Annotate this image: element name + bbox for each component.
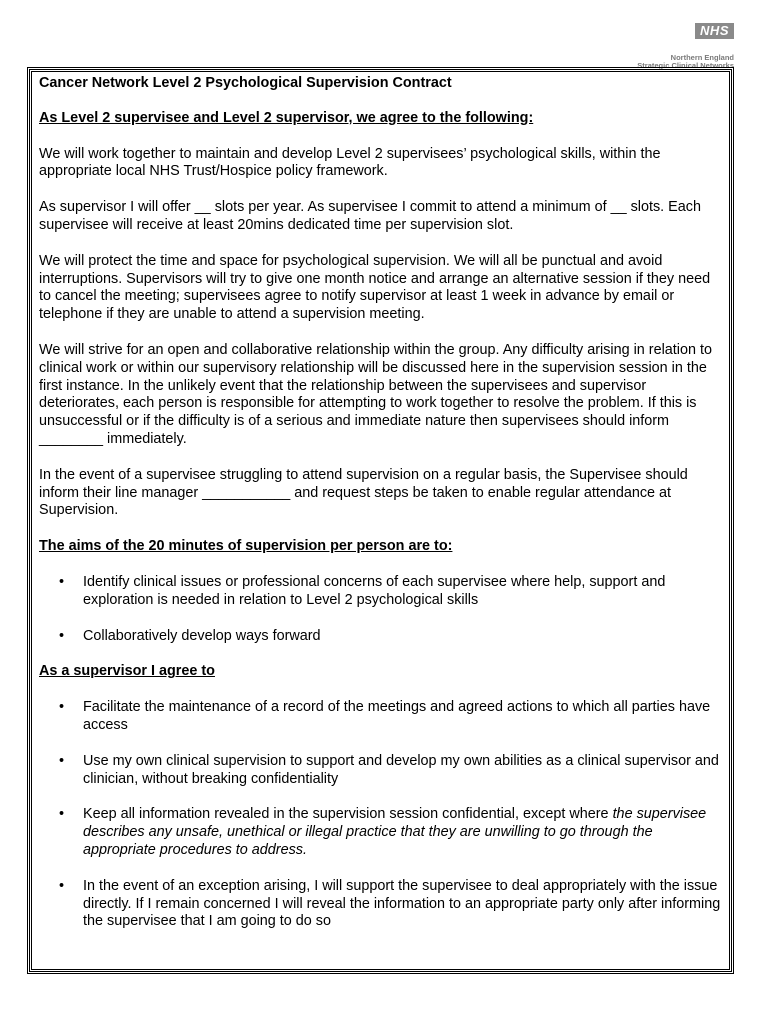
list-item (39, 699, 723, 735)
supervisor-list (39, 699, 723, 931)
confidential-text: Keep all information revealed in the supervision session confidential, except where (83, 806, 613, 823)
list-item-text: Identify clinical issues or professional concerns of each supervisee where help, support and exploration is needed in relation to Level 2 psychological skills (83, 573, 666, 608)
bullet-icon: • (59, 877, 65, 894)
list-item (39, 806, 723, 859)
nhs-logo-block (604, 22, 734, 70)
supervisor-heading: As a supervisor I agree to (39, 663, 215, 680)
org-name-line2: Strategic Clinical Networks (637, 61, 734, 70)
list-item (39, 628, 723, 646)
list-item-text: In the event of an exception arising, I will support the supervisee to deal appropriately with the issue directly. If I remain concerned I will reveal the information to an appropriate party only after informing the supervisee that I am going to do so (83, 877, 721, 930)
paragraph-slots: As supervisor I will offer __ slots per year. As supervisee I commit to attend a minimum of __ slots. Each supervisee will receive at least 20mins dedicated time per supervision slot. (39, 199, 701, 233)
bullet-icon: • (59, 752, 65, 769)
list-item (39, 878, 723, 931)
aims-heading: The aims of the 20 minutes of supervision per person are to: (39, 538, 453, 555)
list-item-text: Collaboratively develop ways forward (83, 627, 321, 644)
confidential-exception-text: the supervisee describes any unsafe, unethical or illegal practice that they are unwilling to go through the appropriate procedures to address. (83, 806, 707, 858)
list-item (39, 753, 723, 789)
paragraph-attendance: In the event of a supervisee struggling to attend supervision on a regular basis, the Supervisee should inform their line manager ___________ and request steps be taken to enable regular attendance at Supervision. (39, 466, 688, 519)
paragraph-framework: We will work together to maintain and develop Level 2 supervisees’ psychological skills, within the appropriate local NHS Trust/Hospice policy framework. (39, 145, 661, 180)
agreement-heading: As Level 2 supervisee and Level 2 supervisor, we agree to the following: (39, 109, 534, 126)
bullet-icon: • (59, 573, 65, 590)
nhs-logo: NHS (695, 23, 734, 39)
paragraph-protect-time: We will protect the time and space for psychological supervision. We will all be punctual and avoid interruptions. Supervisors will try to give one month notice and arrange an alternative session if they need to cancel the meeting; supervisees agree to notify supervisor at least 1 week in advance by email or telephone if they are unable to attend a supervision meeting. (39, 252, 711, 323)
contract-content (39, 75, 723, 931)
bullet-icon: • (59, 806, 65, 823)
contract-frame (27, 67, 734, 974)
bullet-icon: • (59, 627, 65, 644)
list-item (39, 574, 723, 610)
paragraph-relationship: We will strive for an open and collaborative relationship within the group. Any difficulty arising in relation to clinical work or within our supervisory relationship will be discussed here in the supervision session in the first instance. In the unlikely event that the relationship between the supervisees and supervisor deteriorates, each person is responsible for attempting to work together to resolve the problem. If this is unsuccessful or if the difficulty is of a serious and immediate nature then supervisees should inform ________ immediately. (39, 341, 712, 447)
list-item-text: Facilitate the maintenance of a record of the meetings and agreed actions to which all parties have access (83, 699, 711, 733)
document-title: Cancer Network Level 2 Psychological Supervision Contract (39, 75, 452, 91)
bullet-icon: • (59, 699, 65, 716)
list-item-text: Use my own clinical supervision to support and develop my own abilities as a clinical supervisor and clinician, without breaking confidentiality (83, 752, 719, 787)
aims-list (39, 574, 723, 645)
org-name-line1: Northern England (670, 53, 734, 62)
list-item-text (83, 806, 706, 858)
